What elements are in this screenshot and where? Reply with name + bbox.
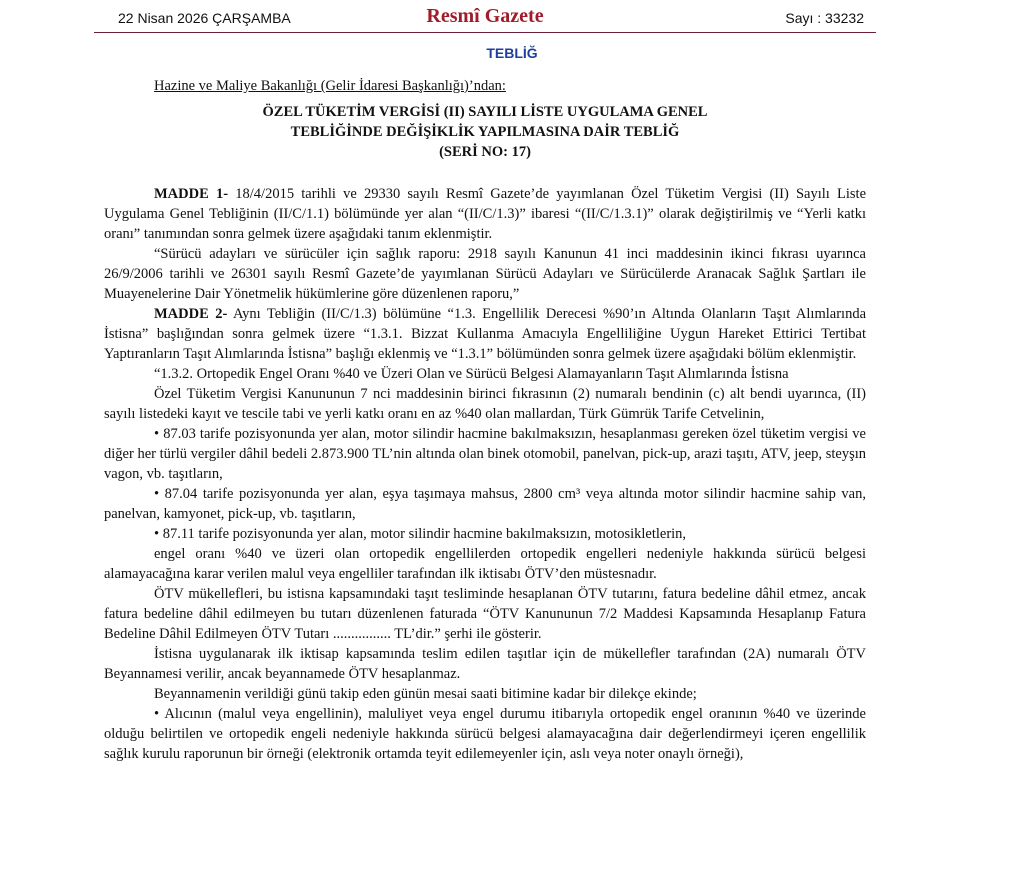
paragraph: engel oranı %40 ve üzeri olan ortopedik engellilerden ortopedik engelleri nedeniyle hakkında sürücü belgesi alamayacağına karar verilen malul veya engelliler tarafından ilk iktisabı ÖTV’den müstesnadır.	[104, 546, 866, 582]
title-line-3: (SERİ NO: 17)	[439, 144, 531, 160]
title-line-2: TEBLİĞİNDE DEĞİŞİKLİK YAPILMASINA DAİR TEBLİĞ	[290, 124, 680, 140]
bullet-item: • 87.03 tarife pozisyonunda yer alan, motor silindir hacmine bakılmaksızın, hesaplanması gereken özel tüketim vergisi ve diğer her türlü vergiler dâhil bedeli 2.873.900 TL’nin altında olan binek otomobil, panelvan, pick-up, arazi taşıtı, ATV, jeep, steyşın vagon, vb. taşıtların,	[104, 426, 866, 482]
publication-title: Resmî Gazete	[426, 5, 544, 27]
issue-date: 22 Nisan 2026 ÇARŞAMBA	[118, 10, 291, 26]
gazette-header	[94, 0, 876, 33]
document-content	[104, 76, 866, 764]
paragraph: ÖTV mükellefleri, bu istisna kapsamındaki taşıt tesliminde hesaplanan ÖTV tutarını, fatura bedeline dâhil etmez, ancak fatura bedeline dâhil edilmeyen bu tutarı düzenlenen faturada “ÖTV Kanununun 7/2 Maddesi Kapsamında Hesaplanıp Fatura Bedeline Dâhil Edilmeyen ÖTV Tutarı ................ TL’dir.” şerhi ile gösterir.	[104, 586, 866, 642]
article-1	[104, 184, 866, 244]
document-title	[104, 102, 866, 162]
document-body	[104, 184, 866, 764]
section-label: TEBLİĞ	[486, 45, 538, 61]
bullet-item: • 87.04 tarife pozisyonunda yer alan, eşya taşımaya mahsus, 2800 cm³ veya altında motor silindir hacmine sahip van, panelvan, kamyonet, pick-up, vb. taşıtların,	[104, 486, 866, 522]
section-heading: “1.3.2. Ortopedik Engel Oranı %40 ve Üzeri Olan ve Sürücü Belgesi Alamayanların Taşıt Alımlarında İstisna	[154, 366, 789, 382]
article-2-label: MADDE 2-	[154, 306, 228, 322]
title-line-1: ÖZEL TÜKETİM VERGİSİ (II) SAYILI LİSTE UYGULAMA GENEL	[262, 104, 708, 120]
bullet-item: • 87.11 tarife pozisyonunda yer alan, motor silindir hacmine bakılmaksızın, motosikletlerin,	[154, 526, 687, 542]
paragraph: İstisna uygulanarak ilk iktisap kapsamında teslim edilen taşıtlar için de mükellefler tarafından (2A) numaralı ÖTV Beyannamesi verilir, ancak beyannamede ÖTV hesaplanmaz.	[104, 646, 866, 682]
bullet-item: • Alıcının (malul veya engellinin), maluliyet veya engel durumu itibarıyla ortopedik engel oranının %40 ve üzerinde olduğu belirtilen ve ortopedik engeli nedeniyle hakkında sürücü belgesi alamayacağına dair değerlendirmeyi içeren engellilik sağlık kurulu raporunun bir örneği (elektronik ortamda teyit edilemeyenler için, aslı veya noter onaylı örneği),	[104, 706, 866, 762]
paragraph: “Sürücü adayları ve sürücüler için sağlık raporu: 2918 sayılı Kanunun 41 inci maddesinin ikinci fıkrası uyarınca 26/9/2006 tarihli ve 26301 sayılı Resmî Gazete’de yayımlanan Sürücü Adayları ve Sürücülerde Aranacak Sağlık Şartları ile Muayenelerine Dair Yönetmelik hükümlerine göre düzenlenen raporu,”	[104, 246, 866, 302]
issue-number: Sayı : 33232	[785, 10, 864, 26]
paragraph: Beyannamenin verildiği günü takip eden günün mesai saati bitimine kadar bir dilekçe ekinde;	[154, 686, 697, 702]
article-2-text: Aynı Tebliğin (II/C/1.3) bölümüne “1.3. Engellilik Derecesi %90’ın Altında Olanların Taşıt Alımlarında İstisna” başlığından sonra gelmek üzere “1.3.1. Bizzat Kullanma Amacıyla Engelliliğine Uygun Hareket Ettirici Tertibat Yaptıranların Taşıt Alımlarında İstisna” başlığı eklenmiş ve “1.3.1” bölümünden sonra gelmek üzere aşağıdaki bölüm eklenmiştir.	[104, 306, 866, 362]
paragraph: Özel Tüketim Vergisi Kanununun 7 nci maddesinin birinci fıkrasının (2) numaralı bendinin (c) alt bendi uyarınca, (II) sayılı listedeki kayıt ve tescile tabi ve yerli katkı oranı en az %40 olan mallardan, Türk Gümrük Tarife Cetvelinin,	[104, 386, 866, 422]
article-2	[104, 304, 866, 364]
article-1-text: 18/4/2015 tarihli ve 29330 sayılı Resmî Gazete’de yayımlanan Özel Tüketim Vergisi (II) Sayılı Liste Uygulama Genel Tebliğinin (II/C/1.1) bölümünde yer alan “(II/C/1.3)” ibaresi “(II/C/1.3.1)” olarak değiştirilmiş ve “Yerli katkı oranı” tanımından sonra gelmek üzere aşağıdaki tanım eklenmiştir.	[104, 186, 866, 242]
article-1-label: MADDE 1-	[154, 186, 229, 202]
issuer-line: Hazine ve Maliye Bakanlığı (Gelir İdaresi Başkanlığı)’ndan:	[154, 78, 506, 94]
